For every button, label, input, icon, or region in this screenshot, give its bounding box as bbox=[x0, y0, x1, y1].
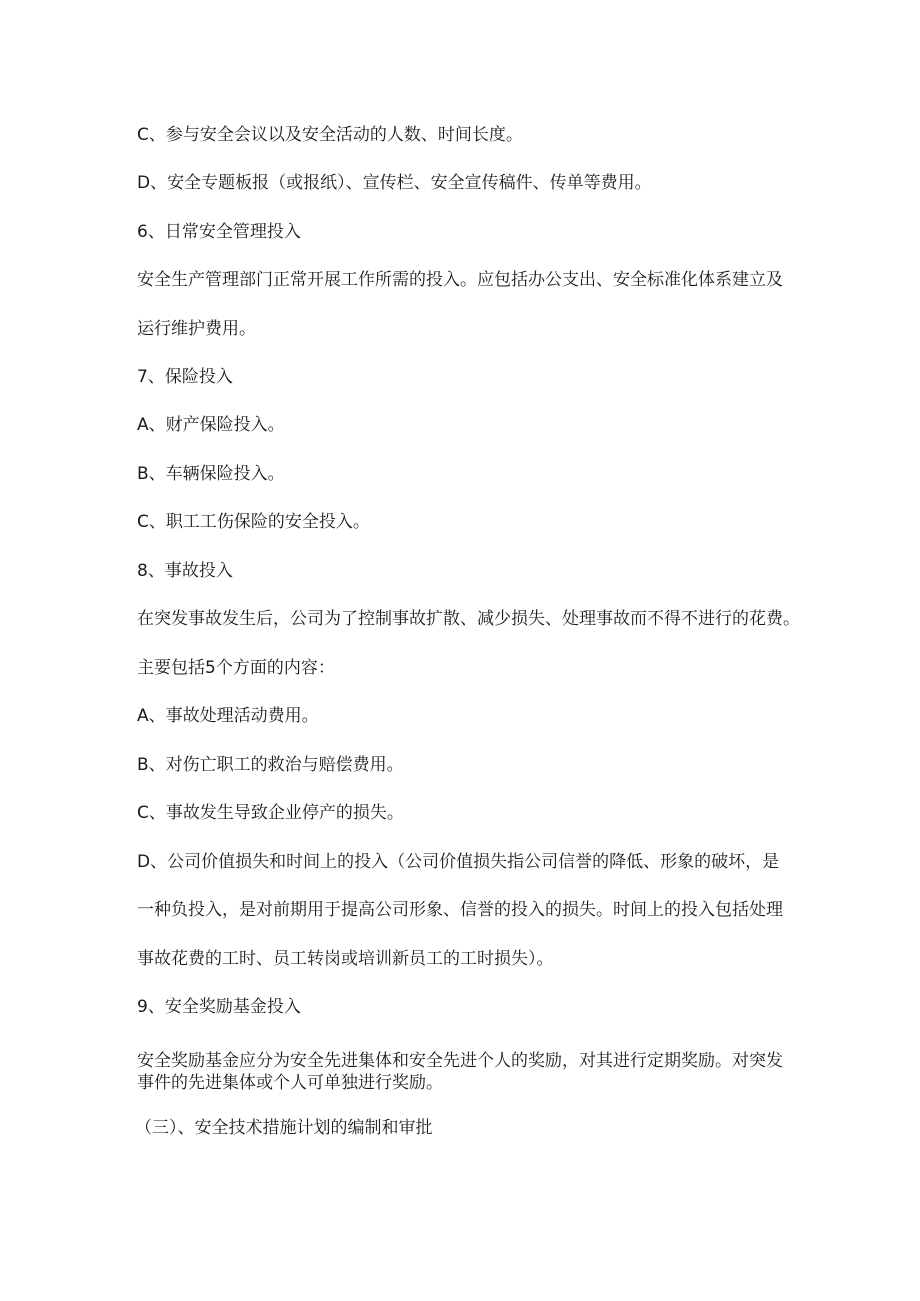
list-item: B、车辆保险投入。 bbox=[137, 464, 285, 484]
text-line: D、安全专题板报（或报纸）、宣传栏、安全宣传稿件、传单等费用。 bbox=[137, 173, 652, 193]
section-heading: （三）、安全技术措施计划的编制和审批 bbox=[135, 1118, 433, 1138]
list-item: C、职工工伤保险的安全投入。 bbox=[137, 512, 370, 532]
section-heading: 8、事故投入 bbox=[137, 561, 233, 581]
paragraph: 安全奖励基金应分为安全先进集体和安全先进个人的奖励，对其进行定期奖励。对突发事件的先进集体或个人可单独进行奖励。 bbox=[137, 1051, 783, 1093]
list-item: C、事故发生导致企业停产的损失。 bbox=[137, 803, 404, 823]
list-item: A、财产保险投入。 bbox=[137, 415, 285, 435]
list-item: B、对伤亡职工的救治与赔偿费用。 bbox=[137, 755, 404, 775]
text-line: 事故花费的工时、员工转岗或培训新员工的工时损失）。 bbox=[137, 949, 554, 969]
text-line: C、参与安全会议以及安全活动的人数、时间长度。 bbox=[137, 125, 523, 145]
section-heading: 6、日常安全管理投入 bbox=[137, 222, 301, 242]
section-heading: 9、安全奖励基金投入 bbox=[137, 997, 301, 1017]
list-item: A、事故处理活动费用。 bbox=[137, 706, 319, 726]
text-line: 运行维护费用。 bbox=[137, 319, 256, 339]
text-line: 在突发事故发生后，公司为了控制事故扩散、减少损失、处理事故而不得不进行的花费。 bbox=[137, 609, 800, 629]
section-heading: 7、保险投入 bbox=[137, 367, 233, 387]
text-line: 一种负投入，是对前期用于提高公司形象、信誉的投入的损失。时间上的投入包括处理 bbox=[137, 900, 783, 920]
list-item: D、公司价值损失和时间上的投入（公司价值损失指公司信誉的降低、形象的破坏，是 bbox=[137, 852, 780, 872]
text-line: 安全生产管理部门正常开展工作所需的投入。应包括办公支出、安全标准化体系建立及 bbox=[137, 270, 783, 290]
text-line: 主要包括5个方面的内容： bbox=[137, 658, 335, 678]
